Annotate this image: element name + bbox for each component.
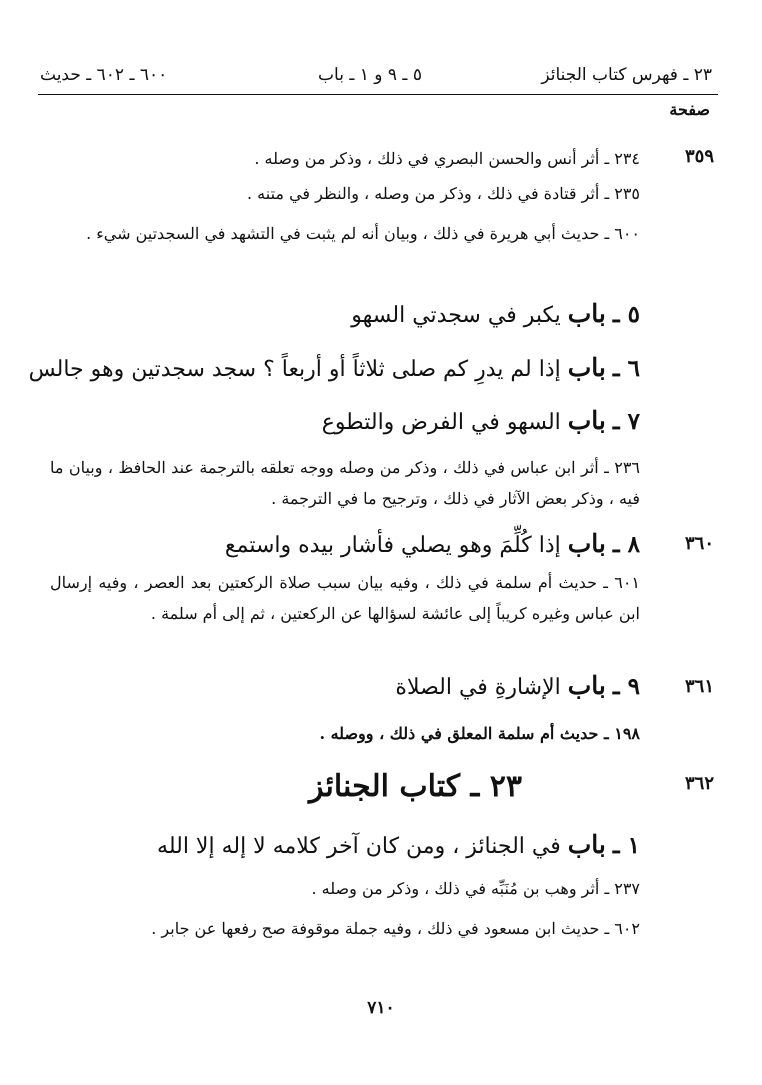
entry-hadith-602: ٦٠٢ ـ حديث ابن مسعود في ذلك ، وفيه جملة موقوفة صح رفعها عن جابر . xyxy=(151,919,640,938)
entry-hadith-198: ١٩٨ ـ حديث أم سلمة المعلق في ذلك ، ووصله . xyxy=(319,724,640,743)
book-heading: ٢٣ ـ كتاب الجنائز xyxy=(308,769,522,804)
bab-number: ٦ ـ xyxy=(612,355,640,382)
bab-8 xyxy=(225,526,640,564)
page-number-360: ٣٦٠ xyxy=(684,533,714,554)
bab-title: إذا لم يدرِ كم صلى ثلاثاً أو أربعاً ؟ سجد سجدتين وهو جالس xyxy=(28,357,561,382)
bab-word: باب xyxy=(567,830,606,859)
bab-number: ٥ ـ xyxy=(612,301,640,328)
page-number-359: ٣٥٩ xyxy=(684,146,714,167)
bab-5 xyxy=(351,296,640,334)
entry-athar-236: ٢٣٦ ـ أثر ابن عباس في ذلك ، وذكر من وصله ووجه تعلقه بالترجمة عند الحافظ ، وبيان ما فيه ، وذكر بعض الآثار في ذلك ، وترجيح ما في الترجمة . xyxy=(50,458,640,508)
bab-9 xyxy=(395,668,640,706)
entry-athar-234: ٢٣٤ ـ أثر أنس والحسن البصري في ذلك ، وذكر من وصله . xyxy=(254,149,640,168)
entry-hadith-601: ٦٠١ ـ حديث أم سلمة في ذلك ، وفيه بيان سبب صلاة الركعتين بعد العصر ، وفيه إرسال ابن عباس وغيره كريباً إلى عائشة لسؤالها عن الركعتين ، ثم إلى أم سلمة . xyxy=(50,573,640,623)
bab-number: ٨ ـ xyxy=(612,531,640,558)
header-rule xyxy=(38,94,718,95)
bab-number: ٧ ـ xyxy=(612,408,640,435)
bab-6 xyxy=(29,350,640,388)
bab-title: في الجنائز ، ومن كان آخر كلامه لا إله إلا الله xyxy=(157,834,561,859)
bab-number: ١ ـ xyxy=(612,832,640,859)
running-header-hadith-range: ٦٠٠ ـ ٦٠٢ ـ حديث xyxy=(40,65,168,85)
page-number-362: ٣٦٢ xyxy=(684,773,714,794)
bab-number: ٩ ـ xyxy=(612,673,640,700)
running-header-bab-range: ٥ ـ ٩ و ١ ـ باب xyxy=(318,65,422,85)
bab-word: باب xyxy=(567,353,606,382)
bab-word: باب xyxy=(567,299,606,328)
page-folio-number: ٧١٠ xyxy=(367,998,395,1018)
bab-word: باب xyxy=(567,529,606,558)
bab-title: يكبر في سجدتي السهو xyxy=(351,303,561,328)
bab-word: باب xyxy=(567,406,606,435)
bab-7 xyxy=(322,403,640,441)
page-number-361: ٣٦١ xyxy=(684,676,714,697)
entry-athar-235: ٢٣٥ ـ أثر قتادة في ذلك ، وذكر من وصله ، والنظر في متنه . xyxy=(247,184,640,203)
bab-title: السهو في الفرض والتطوع xyxy=(321,410,561,435)
bab-word: باب xyxy=(567,671,606,700)
page-column-heading: صفحة xyxy=(669,100,710,119)
running-header-chapter: ٢٣ ـ فهرس كتاب الجنائز xyxy=(541,65,712,85)
entry-athar-237: ٢٣٧ ـ أثر وهب بن مُنَبِّه في ذلك ، وذكر من وصله . xyxy=(311,879,640,898)
bab-title: الإشارةِ في الصلاة xyxy=(395,675,561,700)
bab-1 xyxy=(157,827,640,865)
entry-hadith-600: ٦٠٠ ـ حديث أبي هريرة في ذلك ، وبيان أنه لم يثبت في التشهد في السجدتين شيء . xyxy=(86,224,640,243)
bab-title: إذا كُلِّمَ وهو يصلي فأشار بيده واستمع xyxy=(224,533,561,558)
